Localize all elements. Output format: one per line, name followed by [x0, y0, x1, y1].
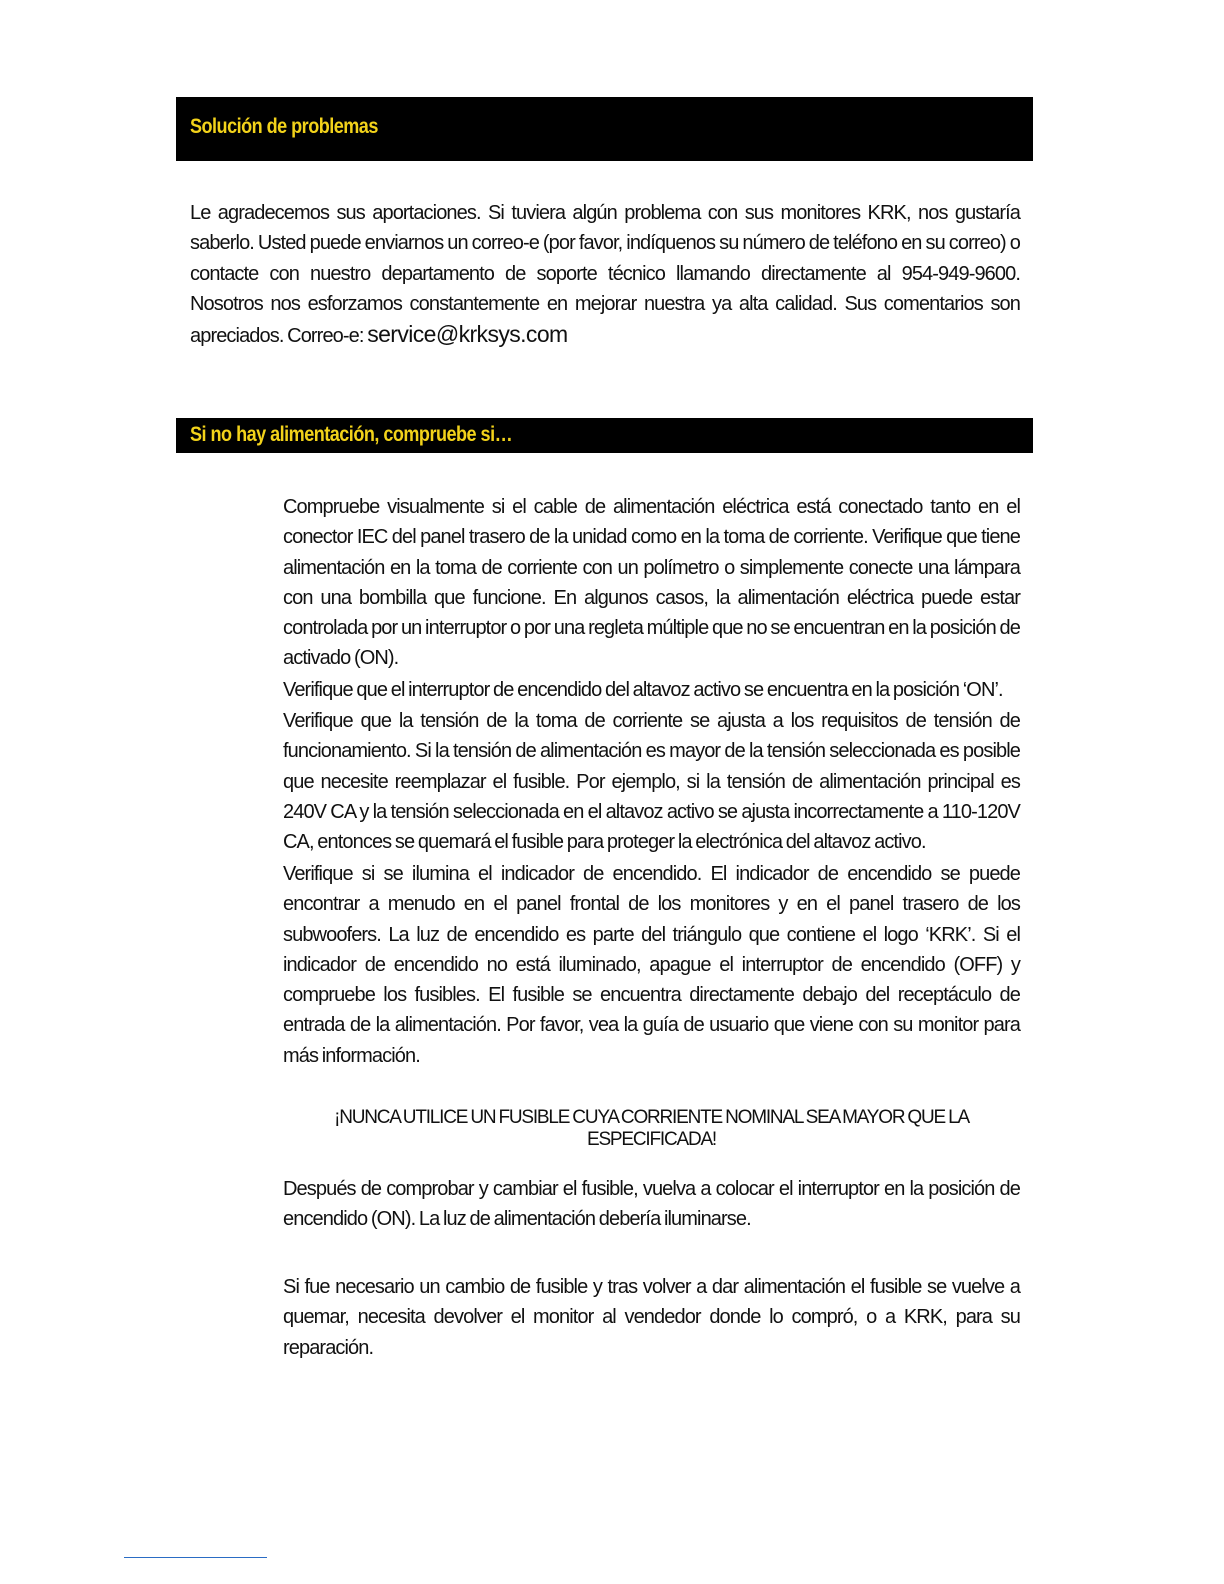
- intro-paragraph: [190, 198, 1020, 351]
- check-indicator-paragraph: Verifique si se ilumina el indicador de encendido. El indicador de encendido se puede encontrar a menudo en el panel frontal de los monitores y en el panel trasero de los subwoofers. La luz de encendido es parte del triángulo que contiene el logo ‘KRK’. Si el indicador de encendido no está iluminado, apague el interruptor de encendido (OFF) y compruebe los fusibles. El fusible se encuentra directamente debajo del receptáculo de entrada de la alimentación. Por favor, vea la guía de usuario que viene con su monitor para más información.: [283, 863, 1020, 1067]
- repair-paragraph: Si fue necesario un cambio de fusible y tras volver a dar alimentación el fusible se vuelve a quemar, necesita devolver el monitor al vendedor donde lo compró, o a KRK, para su reparación.: [283, 1276, 1020, 1359]
- troubleshooting-header: [176, 97, 1033, 161]
- no-power-title: Si no hay alimentación, compruebe si…: [190, 423, 513, 446]
- fuse-warning: ¡NUNCA UTILICE UN FUSIBLE CUYA CORRIENTE NOMINAL SEA MAYOR QUE LA ESPECIFICADA!: [334, 1107, 969, 1150]
- check-power-cable-paragraph: Compruebe visualmente si el cable de alimentación eléctrica está conectado tanto en el conector IEC del panel trasero de la unidad como en la toma de corriente. Verifique que tiene alimentación en la toma de corriente con un polímetro o simplemente conecte una lámpara con una bombilla que funcione. En algunos casos, la alimentación eléctrica puede estar controlada por un interruptor o por una regleta múltiple que no se encuentran en la posición de activado (ON).: [283, 496, 1020, 670]
- troubleshooting-title: Solución de problemas: [190, 115, 378, 138]
- after-fuse-change-paragraph: Después de comprobar y cambiar el fusible, vuelva a colocar el interruptor en la posición de encendido (ON). La luz de alimentación debería iluminarse.: [283, 1178, 1020, 1231]
- check-power-switch-paragraph: Verifique que el interruptor de encendido del altavoz activo se encuentra en la posición ‘ON’.: [283, 679, 1003, 701]
- support-email: service@krksys.com: [367, 321, 568, 348]
- footnote-rule: [124, 1557, 267, 1558]
- no-power-header: [176, 418, 1033, 453]
- intro-text: Le agradecemos sus aportaciones. Si tuviera algún problema con sus monitores KRK, nos gustaría saberlo. Usted puede enviarnos un correo-e (por favor, indíquenos su número de teléfono en su correo) o contacte con nuestro departamento de soporte técnico llamando directamente al 954-949-9600. Nosotros nos esforzamos constantemente en mejorar nuestra ya alta calidad. Sus comentarios son apreciados. Correo-e:: [190, 202, 1020, 348]
- check-voltage-paragraph: Verifique que la tensión de la toma de corriente se ajusta a los requisitos de tensión de funcionamiento. Si la tensión de alimentación es mayor de la tensión seleccionada es posible que necesite reemplazar el fusible. Por ejemplo, si la tensión de alimentación principal es 240V CA y la tensión seleccionada en el altavoz activo se ajusta incorrectamente a 110-120V CA, entonces se quemará el fusible para proteger la electrónica del altavoz activo.: [283, 710, 1020, 854]
